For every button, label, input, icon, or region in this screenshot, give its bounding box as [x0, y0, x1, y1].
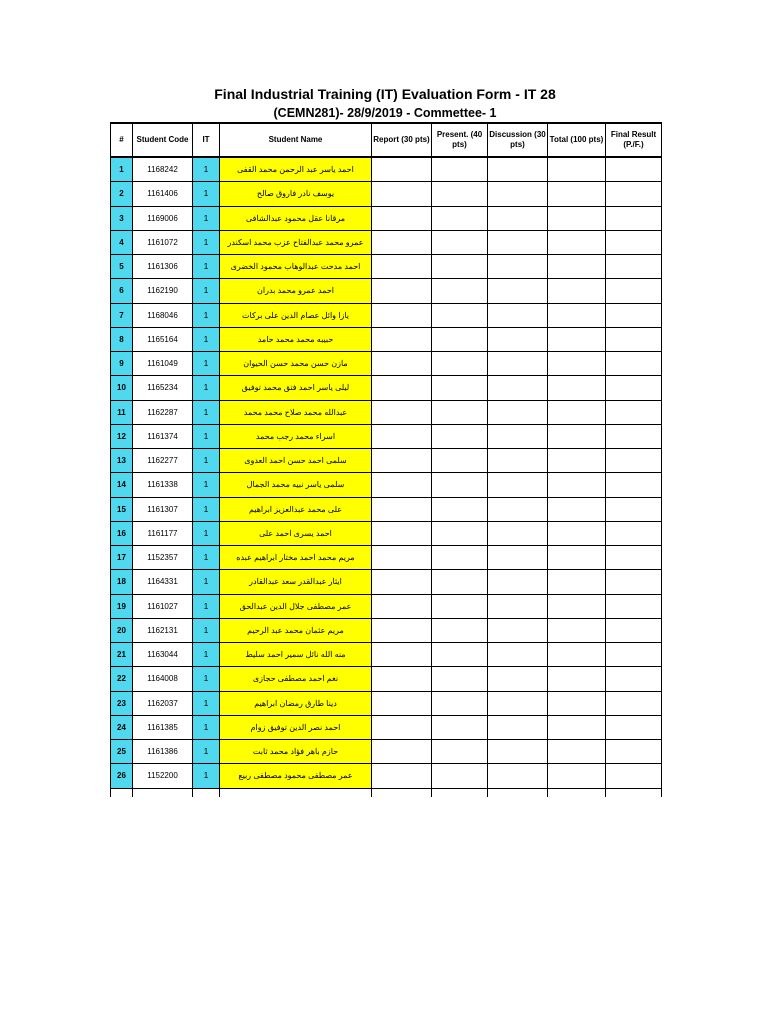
student-name: دينا طارق رمضان ابراهيم — [220, 691, 372, 715]
it-value: 1 — [193, 643, 220, 667]
table-row — [111, 327, 662, 351]
discussion-cell[interactable] — [488, 667, 548, 691]
row-number: 7 — [111, 303, 133, 327]
it-value: 1 — [193, 667, 220, 691]
report-cell[interactable] — [372, 497, 432, 521]
discussion-cell[interactable] — [488, 570, 548, 594]
header-total: Total (100 pts) — [548, 123, 606, 157]
final-result-cell[interactable] — [606, 618, 662, 642]
report-cell[interactable] — [372, 303, 432, 327]
header-present: Present. (40 pts) — [432, 123, 488, 157]
header-it: IT — [193, 123, 220, 157]
student-name: منه الله نائل سمير احمد سليط — [220, 643, 372, 667]
report-cell[interactable] — [372, 327, 432, 351]
student-code: 1168242 — [133, 157, 193, 182]
student-code: 1161386 — [133, 740, 193, 764]
total-cell[interactable] — [548, 473, 606, 497]
header-discussion: Discussion (30 pts) — [488, 123, 548, 157]
table-row — [111, 497, 662, 521]
partial-cell — [432, 788, 488, 797]
final-result-cell[interactable] — [606, 546, 662, 570]
table-row — [111, 691, 662, 715]
form-title-clip — [110, 80, 660, 104]
table-row — [111, 570, 662, 594]
row-number: 10 — [111, 376, 133, 400]
report-cell[interactable] — [372, 352, 432, 376]
student-name: عمر مصطفى جلال الدين عبدالحق — [220, 594, 372, 618]
report-cell[interactable] — [372, 424, 432, 448]
table-row — [111, 546, 662, 570]
table-row — [111, 449, 662, 473]
student-code: 1169006 — [133, 206, 193, 230]
it-value: 1 — [193, 182, 220, 206]
row-number: 20 — [111, 618, 133, 642]
row-number: 5 — [111, 255, 133, 279]
discussion-cell[interactable] — [488, 449, 548, 473]
it-value: 1 — [193, 279, 220, 303]
discussion-cell[interactable] — [488, 400, 548, 424]
discussion-cell[interactable] — [488, 279, 548, 303]
student-name: عمرو محمد عبدالفتاح عزب محمد اسكندر — [220, 230, 372, 254]
final-result-cell[interactable] — [606, 376, 662, 400]
student-name: حبيبه محمد محمد حامد — [220, 327, 372, 351]
table-row — [111, 206, 662, 230]
student-name: مرقانا عقل محمود عبدالشافى — [220, 206, 372, 230]
discussion-cell[interactable] — [488, 303, 548, 327]
student-code: 1161027 — [133, 594, 193, 618]
present-cell[interactable] — [432, 352, 488, 376]
row-number: 18 — [111, 570, 133, 594]
student-code: 1163044 — [133, 643, 193, 667]
student-code: 1168046 — [133, 303, 193, 327]
student-code: 1161307 — [133, 497, 193, 521]
it-value: 1 — [193, 303, 220, 327]
table-row — [111, 740, 662, 764]
student-name: نغم احمد مصطفى حجازى — [220, 667, 372, 691]
present-cell[interactable] — [432, 230, 488, 254]
discussion-cell[interactable] — [488, 594, 548, 618]
total-cell[interactable] — [548, 740, 606, 764]
discussion-cell[interactable] — [488, 764, 548, 788]
discussion-cell[interactable] — [488, 546, 548, 570]
total-cell[interactable] — [548, 497, 606, 521]
it-value: 1 — [193, 618, 220, 642]
student-name: سلمى ياسر نبيه محمد الجمال — [220, 473, 372, 497]
discussion-cell[interactable] — [488, 182, 548, 206]
total-cell[interactable] — [548, 691, 606, 715]
table-row — [111, 157, 662, 182]
total-cell[interactable] — [548, 279, 606, 303]
discussion-cell[interactable] — [488, 352, 548, 376]
report-cell[interactable] — [372, 255, 432, 279]
total-cell[interactable] — [548, 764, 606, 788]
final-result-cell[interactable] — [606, 182, 662, 206]
total-cell[interactable] — [548, 327, 606, 351]
discussion-cell[interactable] — [488, 643, 548, 667]
table-row — [111, 230, 662, 254]
report-cell[interactable] — [372, 449, 432, 473]
student-code: 1161049 — [133, 352, 193, 376]
row-number: 3 — [111, 206, 133, 230]
final-result-cell[interactable] — [606, 691, 662, 715]
total-cell[interactable] — [548, 182, 606, 206]
report-cell[interactable] — [372, 400, 432, 424]
it-value: 1 — [193, 206, 220, 230]
present-cell[interactable] — [432, 594, 488, 618]
total-cell[interactable] — [548, 206, 606, 230]
final-result-cell[interactable] — [606, 424, 662, 448]
student-code: 1161385 — [133, 715, 193, 739]
row-number: 22 — [111, 667, 133, 691]
total-cell[interactable] — [548, 618, 606, 642]
discussion-cell[interactable] — [488, 157, 548, 182]
row-number: 23 — [111, 691, 133, 715]
report-cell[interactable] — [372, 643, 432, 667]
discussion-cell[interactable] — [488, 255, 548, 279]
row-number: 19 — [111, 594, 133, 618]
discussion-cell[interactable] — [488, 230, 548, 254]
student-name: يازا وائل عصام الدين على بركات — [220, 303, 372, 327]
table-row — [111, 643, 662, 667]
discussion-cell[interactable] — [488, 521, 548, 545]
final-result-cell[interactable] — [606, 449, 662, 473]
student-name: مريم محمد احمد مختار ابراهيم عبده — [220, 546, 372, 570]
header-row — [111, 123, 662, 157]
row-number: 14 — [111, 473, 133, 497]
discussion-cell[interactable] — [488, 376, 548, 400]
report-cell[interactable] — [372, 715, 432, 739]
report-cell[interactable] — [372, 570, 432, 594]
student-code: 1162277 — [133, 449, 193, 473]
it-value: 1 — [193, 594, 220, 618]
student-code: 1161306 — [133, 255, 193, 279]
final-result-cell[interactable] — [606, 352, 662, 376]
total-cell[interactable] — [548, 715, 606, 739]
total-cell[interactable] — [548, 546, 606, 570]
header-student-code: Student Code — [133, 123, 193, 157]
report-cell[interactable] — [372, 182, 432, 206]
header-student-name: Student Name — [220, 123, 372, 157]
total-cell[interactable] — [548, 400, 606, 424]
student-code: 1165164 — [133, 327, 193, 351]
it-value: 1 — [193, 546, 220, 570]
total-cell[interactable] — [548, 521, 606, 545]
final-result-cell[interactable] — [606, 279, 662, 303]
total-cell[interactable] — [548, 570, 606, 594]
row-number: 6 — [111, 279, 133, 303]
it-value: 1 — [193, 570, 220, 594]
present-cell[interactable] — [432, 303, 488, 327]
discussion-cell[interactable] — [488, 740, 548, 764]
header-report: Report (30 pts) — [372, 123, 432, 157]
present-cell[interactable] — [432, 764, 488, 788]
it-value: 1 — [193, 157, 220, 182]
form-subtitle: (CEMN281)- 28/9/2019 - Commettee- 1 — [273, 106, 497, 120]
table-row — [111, 400, 662, 424]
student-code: 1152357 — [133, 546, 193, 570]
discussion-cell[interactable] — [488, 715, 548, 739]
final-result-cell[interactable] — [606, 715, 662, 739]
report-cell[interactable] — [372, 206, 432, 230]
partial-cell — [111, 788, 133, 797]
it-value: 1 — [193, 230, 220, 254]
it-value: 1 — [193, 497, 220, 521]
row-number: 25 — [111, 740, 133, 764]
form-title: Final Industrial Training (IT) Evaluation Form - IT 28 — [214, 86, 556, 102]
discussion-cell[interactable] — [488, 473, 548, 497]
report-cell[interactable] — [372, 667, 432, 691]
final-result-cell[interactable] — [606, 740, 662, 764]
report-cell[interactable] — [372, 521, 432, 545]
it-value: 1 — [193, 327, 220, 351]
present-cell[interactable] — [432, 327, 488, 351]
table-row — [111, 303, 662, 327]
row-number: 13 — [111, 449, 133, 473]
final-result-cell[interactable] — [606, 206, 662, 230]
row-number: 1 — [111, 157, 133, 182]
present-cell[interactable] — [432, 740, 488, 764]
total-cell[interactable] — [548, 303, 606, 327]
table-row — [111, 521, 662, 545]
total-cell[interactable] — [548, 376, 606, 400]
final-result-cell[interactable] — [606, 230, 662, 254]
it-value: 1 — [193, 352, 220, 376]
total-cell[interactable] — [548, 594, 606, 618]
present-cell[interactable] — [432, 643, 488, 667]
student-code: 1164331 — [133, 570, 193, 594]
final-result-cell[interactable] — [606, 643, 662, 667]
table-row — [111, 594, 662, 618]
it-value: 1 — [193, 764, 220, 788]
it-value: 1 — [193, 376, 220, 400]
row-number: 9 — [111, 352, 133, 376]
partial-cell — [606, 788, 662, 797]
student-name: احمد عمرو محمد بدران — [220, 279, 372, 303]
report-cell[interactable] — [372, 764, 432, 788]
student-name: مريم عثمان محمد عبد الرحيم — [220, 618, 372, 642]
row-number: 16 — [111, 521, 133, 545]
report-cell[interactable] — [372, 618, 432, 642]
student-name: ليلى ياسر احمد فتق محمد توفيق — [220, 376, 372, 400]
present-cell[interactable] — [432, 570, 488, 594]
final-result-cell[interactable] — [606, 667, 662, 691]
present-cell[interactable] — [432, 157, 488, 182]
it-value: 1 — [193, 691, 220, 715]
partial-cell — [133, 788, 193, 797]
present-cell[interactable] — [432, 521, 488, 545]
student-name: احمد نصر الدين توفيق زوام — [220, 715, 372, 739]
present-cell[interactable] — [432, 376, 488, 400]
report-cell[interactable] — [372, 473, 432, 497]
present-cell[interactable] — [432, 546, 488, 570]
table-row — [111, 424, 662, 448]
it-value: 1 — [193, 473, 220, 497]
final-result-cell[interactable] — [606, 570, 662, 594]
it-value: 1 — [193, 521, 220, 545]
discussion-cell[interactable] — [488, 497, 548, 521]
partial-cell — [488, 788, 548, 797]
student-name: اسراء محمد رجب محمد — [220, 424, 372, 448]
table-row — [111, 279, 662, 303]
total-cell[interactable] — [548, 352, 606, 376]
present-cell[interactable] — [432, 691, 488, 715]
discussion-cell[interactable] — [488, 206, 548, 230]
present-cell[interactable] — [432, 424, 488, 448]
report-cell[interactable] — [372, 376, 432, 400]
row-number: 26 — [111, 764, 133, 788]
student-code: 1162037 — [133, 691, 193, 715]
final-result-cell[interactable] — [606, 521, 662, 545]
final-result-cell[interactable] — [606, 473, 662, 497]
final-result-cell[interactable] — [606, 764, 662, 788]
present-cell[interactable] — [432, 182, 488, 206]
total-cell[interactable] — [548, 157, 606, 182]
student-code: 1165234 — [133, 376, 193, 400]
table-row — [111, 182, 662, 206]
present-cell[interactable] — [432, 206, 488, 230]
present-cell[interactable] — [432, 618, 488, 642]
final-result-cell[interactable] — [606, 303, 662, 327]
student-name: مازن حسن محمد حسن الحيوان — [220, 352, 372, 376]
table-row — [111, 352, 662, 376]
student-name: عمر مصطفى محمود مصطفى ربيع — [220, 764, 372, 788]
total-cell[interactable] — [548, 643, 606, 667]
student-name: حازم باهر فؤاد محمد ثابت — [220, 740, 372, 764]
student-code: 1162190 — [133, 279, 193, 303]
report-cell[interactable] — [372, 740, 432, 764]
row-number: 4 — [111, 230, 133, 254]
student-code: 1161177 — [133, 521, 193, 545]
table-row — [111, 667, 662, 691]
student-code: 1162131 — [133, 618, 193, 642]
final-result-cell[interactable] — [606, 327, 662, 351]
discussion-cell[interactable] — [488, 618, 548, 642]
it-value: 1 — [193, 424, 220, 448]
student-name: احمد يسرى احمد على — [220, 521, 372, 545]
partial-cell — [372, 788, 432, 797]
student-name: عبدالله محمد صلاح محمد محمد — [220, 400, 372, 424]
student-name: سلمى احمد حسن احمد العدوى — [220, 449, 372, 473]
final-result-cell[interactable] — [606, 400, 662, 424]
it-value: 1 — [193, 449, 220, 473]
final-result-cell[interactable] — [606, 255, 662, 279]
it-value: 1 — [193, 255, 220, 279]
table-row — [111, 715, 662, 739]
table-row — [111, 473, 662, 497]
total-cell[interactable] — [548, 424, 606, 448]
report-cell[interactable] — [372, 594, 432, 618]
row-number: 12 — [111, 424, 133, 448]
row-number: 2 — [111, 182, 133, 206]
total-cell[interactable] — [548, 667, 606, 691]
row-number: 21 — [111, 643, 133, 667]
table-body — [111, 157, 662, 797]
report-cell[interactable] — [372, 230, 432, 254]
student-name: على محمد عبدالعزيز ابراهيم — [220, 497, 372, 521]
discussion-cell[interactable] — [488, 424, 548, 448]
partial-cell — [193, 788, 220, 797]
row-number: 15 — [111, 497, 133, 521]
final-result-cell[interactable] — [606, 157, 662, 182]
it-value: 1 — [193, 715, 220, 739]
row-number: 17 — [111, 546, 133, 570]
final-result-cell[interactable] — [606, 497, 662, 521]
present-cell[interactable] — [432, 400, 488, 424]
present-cell[interactable] — [432, 255, 488, 279]
table-row — [111, 764, 662, 788]
present-cell[interactable] — [432, 667, 488, 691]
student-code: 1161406 — [133, 182, 193, 206]
report-cell[interactable] — [372, 279, 432, 303]
evaluation-table — [110, 122, 662, 797]
header-num: # — [111, 123, 133, 157]
student-code: 1152200 — [133, 764, 193, 788]
row-number: 11 — [111, 400, 133, 424]
student-code: 1161374 — [133, 424, 193, 448]
header-final-result: Final Result (P./F.) — [606, 123, 662, 157]
student-name: احمد ياسر عبد الرحمن محمد القفى — [220, 157, 372, 182]
row-number: 24 — [111, 715, 133, 739]
student-name: ايثار عبدالقدر سعد عبدالقادر — [220, 570, 372, 594]
table-row — [111, 376, 662, 400]
total-cell[interactable] — [548, 230, 606, 254]
partial-cell — [220, 788, 372, 797]
total-cell[interactable] — [548, 255, 606, 279]
student-code: 1161072 — [133, 230, 193, 254]
report-cell[interactable] — [372, 157, 432, 182]
present-cell[interactable] — [432, 473, 488, 497]
student-name: يوسف نادر فاروق صالح — [220, 182, 372, 206]
it-value: 1 — [193, 400, 220, 424]
discussion-cell[interactable] — [488, 691, 548, 715]
report-cell[interactable] — [372, 691, 432, 715]
total-cell[interactable] — [548, 449, 606, 473]
table-row-partial — [111, 788, 662, 797]
discussion-cell[interactable] — [488, 327, 548, 351]
student-code: 1161338 — [133, 473, 193, 497]
student-name: احمد مدحت عبدالوهاب محمود الخضرى — [220, 255, 372, 279]
present-cell[interactable] — [432, 279, 488, 303]
student-code: 1162287 — [133, 400, 193, 424]
present-cell[interactable] — [432, 449, 488, 473]
report-cell[interactable] — [372, 546, 432, 570]
student-code: 1164008 — [133, 667, 193, 691]
table-row — [111, 618, 662, 642]
present-cell[interactable] — [432, 497, 488, 521]
present-cell[interactable] — [432, 715, 488, 739]
final-result-cell[interactable] — [606, 594, 662, 618]
row-number: 8 — [111, 327, 133, 351]
partial-cell — [548, 788, 606, 797]
table-row — [111, 255, 662, 279]
it-value: 1 — [193, 740, 220, 764]
